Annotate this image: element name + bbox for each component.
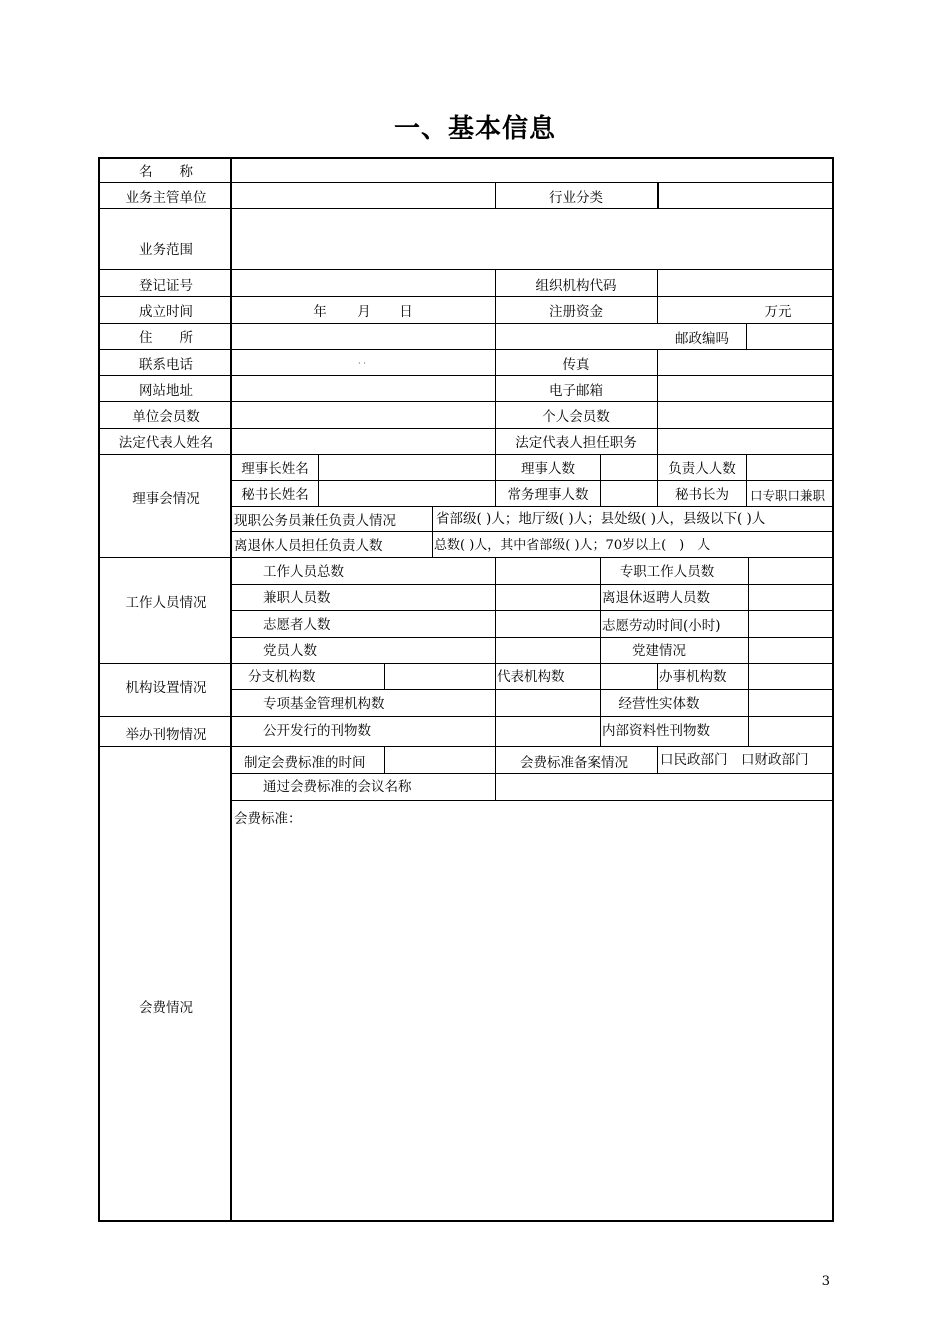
civil-servant-label: 现职公务员兼任负责人情况 bbox=[234, 513, 396, 529]
row-rule bbox=[231, 480, 832, 481]
reg-no-label: 登记证号 bbox=[139, 278, 193, 294]
col-rule bbox=[432, 506, 433, 557]
name-label: 名 称 bbox=[139, 164, 193, 180]
row-rule bbox=[100, 182, 832, 183]
org-code-label: 组织机构代码 bbox=[535, 278, 617, 294]
row-rule bbox=[100, 323, 832, 324]
industry-label: 行业分类 bbox=[549, 190, 603, 206]
row-rule bbox=[100, 557, 832, 558]
postcode-label: 邮政编吗 bbox=[675, 331, 729, 347]
row-rule bbox=[231, 506, 832, 507]
branch-label: 分支机构数 bbox=[248, 669, 316, 685]
col-rule bbox=[318, 454, 319, 506]
page-number: 3 bbox=[821, 1274, 830, 1289]
row-rule bbox=[231, 610, 832, 611]
col-rule bbox=[495, 349, 496, 454]
party-building-label: 党建情况 bbox=[632, 643, 686, 659]
capital-label: 注册资金 bbox=[549, 304, 603, 320]
row-rule bbox=[100, 663, 832, 664]
founded-year: 年 bbox=[313, 304, 327, 320]
col-rule bbox=[495, 269, 496, 349]
row-rule bbox=[100, 746, 832, 747]
civil-servant-text: 省部级( )人；地厅级( )人；县处级( )人，县级以下( )人 bbox=[436, 511, 766, 527]
col-rule bbox=[657, 269, 658, 323]
website-label: 网站地址 bbox=[139, 383, 193, 399]
col-rule bbox=[746, 454, 747, 506]
supervisor-label: 业务主管单位 bbox=[125, 190, 207, 206]
secretary-label: 秘书长姓名 bbox=[241, 487, 309, 503]
col-rule bbox=[495, 557, 496, 746]
volunteer-hours-label: 志愿劳动时间(小时) bbox=[602, 618, 721, 634]
col-rule bbox=[746, 323, 747, 349]
founded-label: 成立时间 bbox=[139, 304, 193, 320]
row-rule bbox=[100, 208, 832, 209]
standing-label: 常务理事人数 bbox=[507, 487, 589, 503]
legal-rep-label: 法定代表人姓名 bbox=[118, 435, 214, 451]
secretary-type-label: 秘书长为 bbox=[675, 487, 729, 503]
col-rule bbox=[495, 182, 496, 208]
founded-month: 月 bbox=[357, 304, 371, 320]
row-rule bbox=[231, 773, 832, 774]
phone-mark: · · bbox=[358, 359, 366, 368]
row-rule bbox=[100, 349, 832, 350]
row-rule bbox=[231, 637, 832, 638]
fund-label: 专项基金管理机构数 bbox=[263, 696, 385, 712]
col-rule bbox=[748, 557, 749, 746]
col-rule bbox=[384, 663, 385, 689]
fee-date-label: 制定会费标准的时间 bbox=[244, 755, 366, 771]
fee-filing-label: 会费标准备案情况 bbox=[520, 755, 628, 771]
col-rule bbox=[495, 746, 496, 800]
staff-section-label: 工作人员情况 bbox=[125, 595, 207, 611]
col-rule bbox=[657, 349, 658, 454]
fee-meeting-label: 通过会费标准的会议名称 bbox=[263, 779, 412, 795]
volunteers-label: 志愿者人数 bbox=[263, 617, 331, 633]
row-rule bbox=[231, 800, 832, 801]
rep-label: 代表机构数 bbox=[497, 669, 565, 685]
row-rule bbox=[231, 689, 832, 690]
org-section-label: 机构设置情况 bbox=[125, 680, 207, 696]
label-column-rule bbox=[230, 159, 232, 1220]
fulltime-label: 专职工作人员数 bbox=[619, 564, 715, 580]
col-rule bbox=[384, 746, 385, 773]
page-title: 一、基本信息 bbox=[393, 114, 556, 144]
row-rule bbox=[100, 269, 832, 270]
phone-label: 联系电话 bbox=[139, 357, 193, 373]
scope-label: 业务范围 bbox=[139, 242, 193, 258]
rehired-label: 离退休返聘人员数 bbox=[602, 590, 710, 606]
email-label: 电子邮箱 bbox=[549, 383, 603, 399]
col-rule bbox=[657, 454, 658, 506]
fax-label: 传真 bbox=[562, 357, 590, 373]
party-members-label: 党员人数 bbox=[263, 643, 317, 659]
address-label: 住 所 bbox=[139, 330, 193, 346]
retired-label: 离退休人员担任负责人数 bbox=[234, 538, 383, 554]
col-rule bbox=[495, 454, 496, 506]
col-rule bbox=[657, 746, 658, 773]
col-rule bbox=[657, 663, 658, 689]
secretary-type-options[interactable]: 口专职口兼职 bbox=[750, 488, 826, 503]
leaders-label: 负责人人数 bbox=[668, 461, 736, 477]
entity-label: 经营性实体数 bbox=[618, 696, 700, 712]
board-section-label: 理事会情况 bbox=[132, 491, 200, 507]
publications-section-label: 举办刊物情况 bbox=[125, 727, 207, 743]
row-rule bbox=[100, 375, 832, 376]
row-rule bbox=[231, 584, 832, 585]
unit-members-label: 单位会员数 bbox=[132, 409, 200, 425]
fee-filing-options[interactable]: 口民政部门 口财政部门 bbox=[660, 752, 809, 768]
legal-rep-post-label: 法定代表人担任职务 bbox=[515, 435, 637, 451]
row-rule bbox=[100, 716, 832, 717]
personal-members-label: 个人会员数 bbox=[542, 409, 610, 425]
col-rule bbox=[657, 182, 659, 208]
retired-text: 总数( )人，其中省部级( )人；70岁以上( ) 人 bbox=[434, 538, 711, 553]
public-pubs-label: 公开发行的刊物数 bbox=[263, 723, 371, 739]
capital-unit: 万元 bbox=[764, 304, 792, 320]
office-label: 办事机构数 bbox=[659, 669, 727, 685]
founded-day: 日 bbox=[399, 304, 413, 320]
row-rule bbox=[100, 401, 832, 402]
row-rule bbox=[100, 296, 832, 297]
row-rule bbox=[231, 531, 832, 532]
row-rule bbox=[100, 454, 832, 455]
fees-section-label: 会费情况 bbox=[139, 1000, 193, 1016]
parttime-label: 兼职人员数 bbox=[263, 590, 331, 606]
staff-total-label: 工作人员总数 bbox=[263, 564, 344, 580]
col-rule bbox=[600, 557, 601, 746]
internal-pubs-label: 内部资料性刊物数 bbox=[602, 723, 710, 739]
chair-label: 理事长姓名 bbox=[241, 461, 309, 477]
row-rule bbox=[100, 428, 832, 429]
fee-standard-label: 会费标准： bbox=[234, 811, 302, 827]
col-rule bbox=[600, 454, 601, 506]
directors-label: 理事人数 bbox=[521, 461, 575, 477]
